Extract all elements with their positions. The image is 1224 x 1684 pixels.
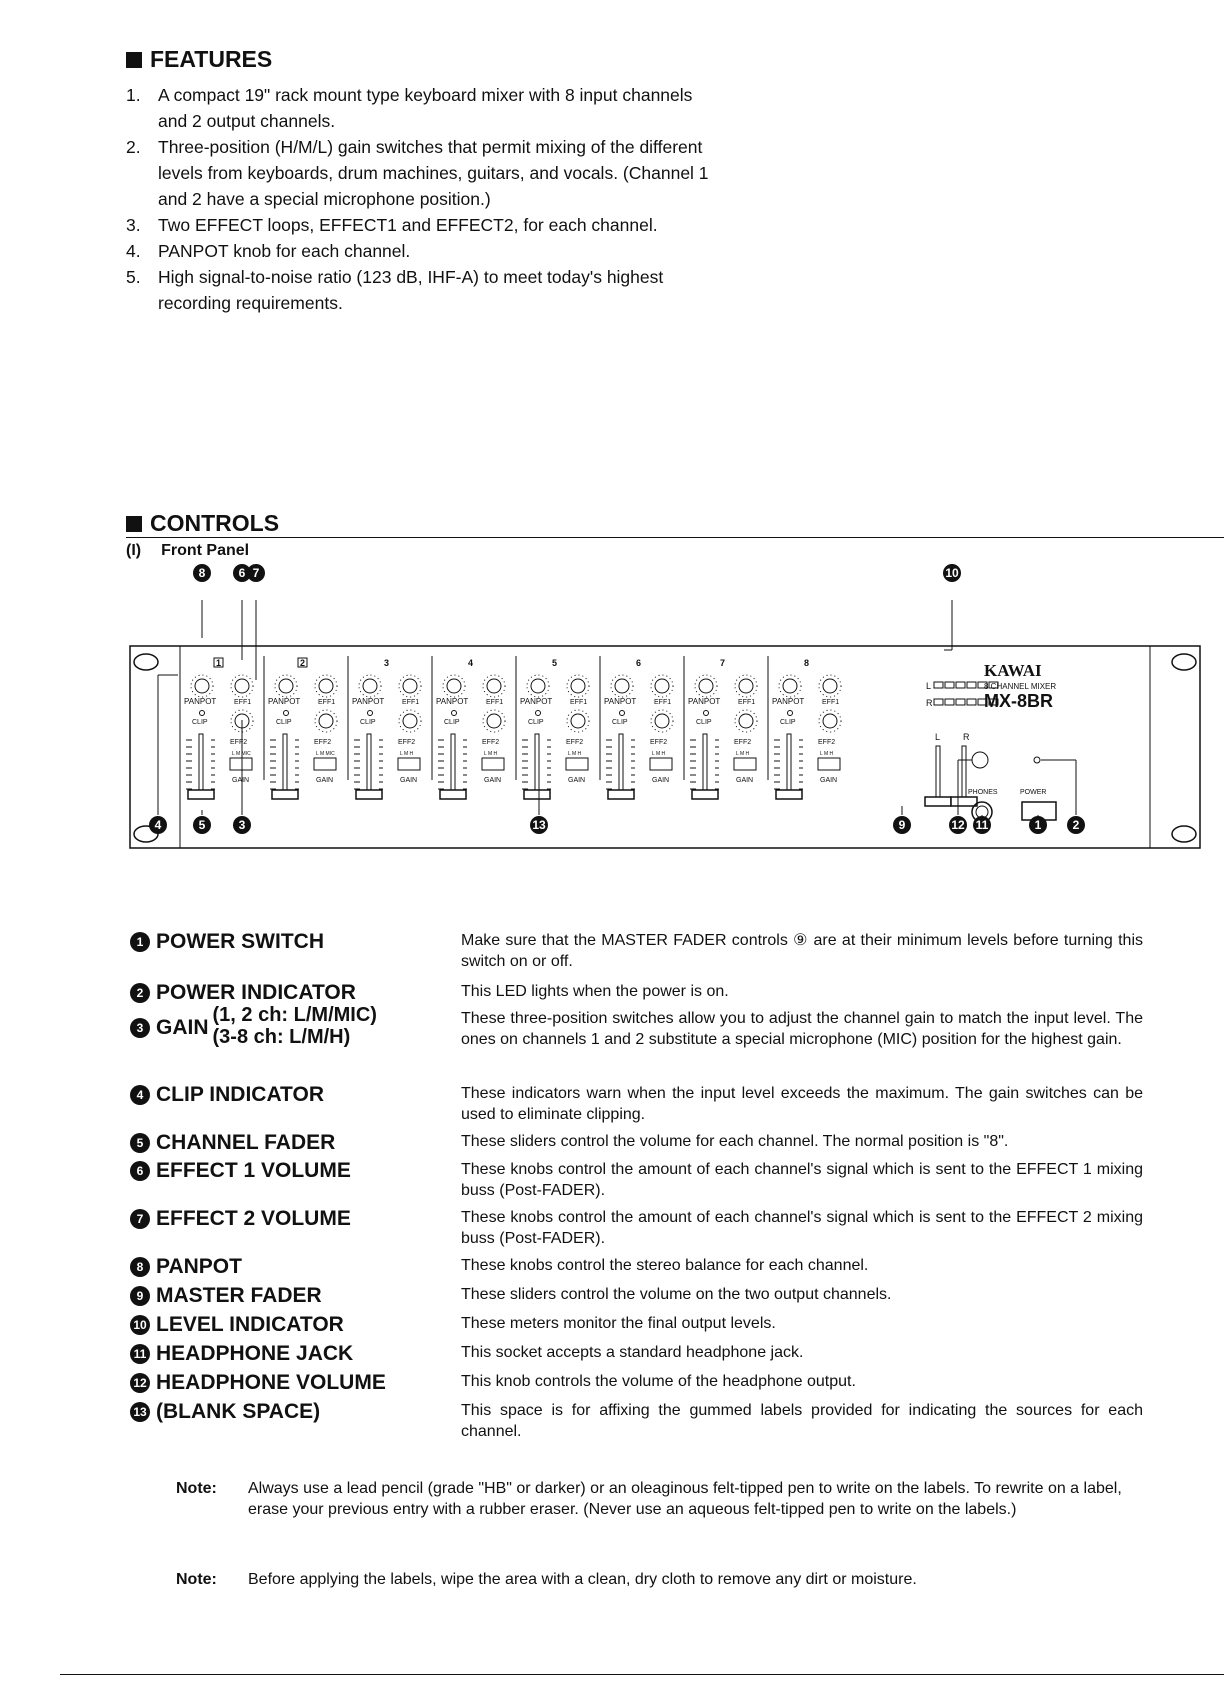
gain-switch [482, 758, 504, 770]
eff2-label: EFF2 [482, 739, 500, 746]
panpot-label: PANPOT [772, 697, 805, 706]
gain-switch-positions: L M MIC [316, 751, 335, 757]
channel-number: 7 [720, 658, 726, 668]
master-fader-knob-r [951, 797, 977, 806]
eff1-label: EFF1 [234, 699, 252, 706]
gain-label: GAIN [820, 777, 838, 784]
front-panel-subheading: (I) Front Panel [126, 542, 250, 559]
number-badge-icon: 7 [130, 1209, 150, 1229]
gain-switch-positions: L M MIC [232, 751, 251, 757]
gain-label: GAIN [484, 777, 502, 784]
gain-switch [566, 758, 588, 770]
model-name: MX-8BR [984, 691, 1054, 711]
square-bullet-icon [126, 516, 142, 532]
master-l-label: L [935, 732, 941, 742]
number-badge-icon: 6 [130, 1161, 150, 1181]
callout-2: 2 [1067, 816, 1085, 834]
clip-label: CLIP [696, 719, 712, 726]
feature-item: 1. A compact 19" rack mount type keyboard mixer with 8 input channels and 2 output channels. [126, 85, 693, 131]
gain-sub-labels: (1, 2 ch: L/M/MIC) (3-8 ch: L/M/H) [212, 1004, 377, 1048]
callout-3: 3 [233, 816, 251, 834]
number-badge-icon: 12 [130, 1373, 150, 1393]
number-badge-icon: 2 [130, 983, 150, 1003]
clip-label: CLIP [276, 719, 292, 726]
callout-12: 12 [949, 816, 967, 834]
channel-fader-knob [272, 790, 298, 799]
eff2-label: EFF2 [734, 739, 752, 746]
gain-switch-positions: L M H [484, 751, 498, 757]
eff1-label: EFF1 [822, 699, 840, 706]
gain-switch-positions: L M H [400, 751, 414, 757]
gain-switch [818, 758, 840, 770]
gain-switch [314, 758, 336, 770]
gain-switch [650, 758, 672, 770]
callout-9: 9 [893, 816, 911, 834]
gain-label: GAIN [316, 777, 334, 784]
channel-fader-knob [440, 790, 466, 799]
gain-label: GAIN [652, 777, 670, 784]
panpot-label: PANPOT [352, 697, 385, 706]
panpot-label: PANPOT [268, 697, 301, 706]
controls-heading-text: CONTROLS [150, 510, 280, 536]
controls-heading [126, 510, 279, 537]
square-bullet-icon [126, 52, 142, 68]
gain-switch [734, 758, 756, 770]
clip-label: CLIP [612, 719, 628, 726]
feature-item: 5. High signal-to-noise ratio (123 dB, IHF-A) to meet today's highest recording requirements. [126, 267, 664, 313]
eff1-label: EFF1 [738, 699, 756, 706]
channel-fader-knob [692, 790, 718, 799]
callout-4: 4 [149, 816, 167, 834]
callout-6: 6 [233, 564, 251, 582]
callout-8: 8 [193, 564, 211, 582]
callout-13: 13 [530, 816, 548, 834]
channel-fader-knob [608, 790, 634, 799]
channel-number: 1 [216, 658, 222, 668]
number-badge-icon: 3 [130, 1018, 150, 1038]
clip-label: CLIP [528, 719, 544, 726]
eff1-label: EFF1 [570, 699, 588, 706]
channel-number: 4 [468, 658, 474, 668]
meter-l-label: L [926, 681, 932, 691]
number-badge-icon: 13 [130, 1402, 150, 1422]
features-heading-text: FEATURES [150, 46, 273, 72]
gain-switch-positions: L M H [568, 751, 582, 757]
number-badge-icon: 8 [130, 1257, 150, 1277]
channel-fader-knob [356, 790, 382, 799]
eff2-label: EFF2 [818, 739, 836, 746]
gain-switch-positions: L M H [736, 751, 750, 757]
gain-switch-positions: L M H [820, 751, 834, 757]
channel-number: 3 [384, 658, 390, 668]
clip-label: CLIP [360, 719, 376, 726]
eff2-label: EFF2 [566, 739, 584, 746]
features-list [126, 82, 726, 316]
number-badge-icon: 1 [130, 932, 150, 952]
eff2-label: EFF2 [650, 739, 668, 746]
gain-label: GAIN [232, 777, 250, 784]
eff2-label: EFF2 [230, 739, 248, 746]
panpot-label: PANPOT [184, 697, 217, 706]
gain-switch [230, 758, 252, 770]
eff1-label: EFF1 [318, 699, 336, 706]
eff2-label: EFF2 [398, 739, 416, 746]
eff2-label: EFF2 [314, 739, 332, 746]
feature-item: 3. Two EFFECT loops, EFFECT1 and EFFECT2, for each channel. [126, 215, 658, 235]
model-desc: 8 CHANNEL MIXER [984, 682, 1057, 691]
meter-r-label: R [926, 698, 933, 708]
front-panel-diagram [126, 566, 1206, 900]
panpot-label: PANPOT [604, 697, 637, 706]
clip-label: CLIP [444, 719, 460, 726]
gain-switch-positions: L M H [652, 751, 666, 757]
front-panel-svg [126, 600, 1206, 900]
footer-rule [60, 1674, 1224, 1675]
features-heading [126, 46, 272, 73]
master-r-label: R [963, 732, 970, 742]
clip-label: CLIP [192, 719, 208, 726]
number-badge-icon: 11 [130, 1344, 150, 1364]
channel-number: 5 [552, 658, 558, 668]
number-badge-icon: 5 [130, 1133, 150, 1153]
panpot-label: PANPOT [436, 697, 469, 706]
eff1-label: EFF1 [486, 699, 504, 706]
master-fader-knob-l [925, 797, 951, 806]
brand-name: KAWAI [984, 661, 1042, 680]
channel-fader-knob [188, 790, 214, 799]
gain-label: GAIN [568, 777, 586, 784]
number-badge-icon: 9 [130, 1286, 150, 1306]
controls-rule [126, 537, 1224, 538]
phones-label: PHONES [968, 789, 998, 796]
callout-7: 7 [247, 564, 265, 582]
clip-label: CLIP [780, 719, 796, 726]
feature-item: 2. Three-position (H/M/L) gain switches that permit mixing of the different levels from keyboards, drum machines, guitars, and vocals. (Channel 1 and 2 have a special microphone position.) [126, 137, 709, 209]
gain-label: GAIN [400, 777, 418, 784]
number-badge-icon: 10 [130, 1315, 150, 1335]
channel-number: 2 [300, 658, 306, 668]
panpot-label: PANPOT [520, 697, 553, 706]
eff1-label: EFF1 [654, 699, 672, 706]
channel-fader-knob [524, 790, 550, 799]
power-label: POWER [1020, 789, 1047, 796]
number-badge-icon: 4 [130, 1085, 150, 1105]
gain-switch [398, 758, 420, 770]
callout-10: 10 [943, 564, 961, 582]
channel-number: 8 [804, 658, 810, 668]
eff1-label: EFF1 [402, 699, 420, 706]
callout-11: 11 [973, 816, 991, 834]
callout-1: 1 [1029, 816, 1047, 834]
channel-fader-knob [776, 790, 802, 799]
callout-5: 5 [193, 816, 211, 834]
channel-number: 6 [636, 658, 642, 668]
gain-label: GAIN [736, 777, 754, 784]
feature-item: 4. PANPOT knob for each channel. [126, 241, 411, 261]
panpot-label: PANPOT [688, 697, 721, 706]
